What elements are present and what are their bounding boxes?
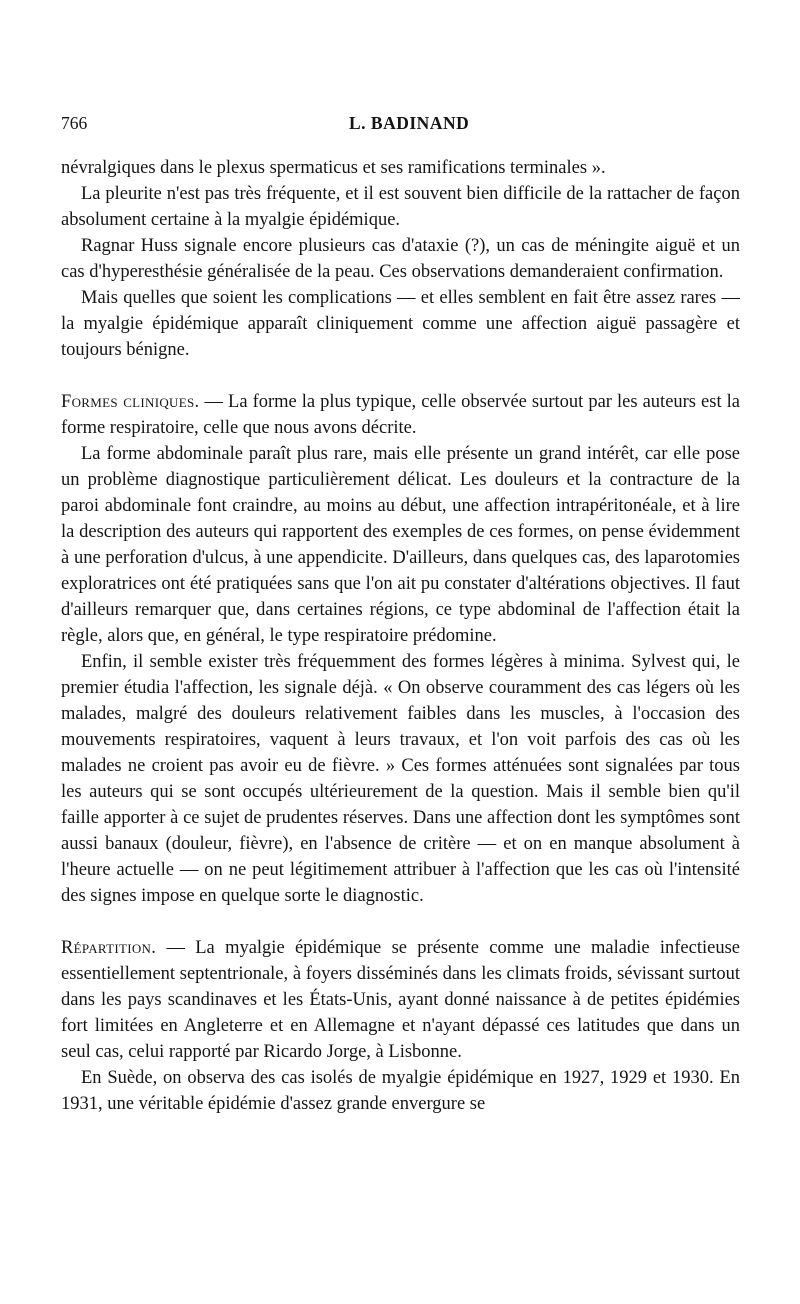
section-gap	[61, 363, 740, 389]
paragraph-complications: Mais quelles que soient les complications — et elles semblent en fait être assez rares — la myalgie épidémique apparaît cliniquement comme une affection aiguë passagère et toujours bénigne.	[61, 288, 740, 360]
paragraph-pleurite: La pleurite n'est pas très fréquente, et il est souvent bien difficile de la rattacher de façon absolument certaine à la myalgie épidémique.	[61, 184, 740, 230]
paragraph-suede: En Suède, on observa des cas isolés de myalgie épidémique en 1927, 1929 et 1930. En 1931, une véritable épidémie d'assez grande envergure se	[61, 1068, 740, 1114]
paragraph-ragnar-huss: Ragnar Huss signale encore plusieurs cas d'ataxie (?), un cas de méningite aiguë et un cas d'hyperesthésie généralisée de la peau. Ces observations demanderaient confirmation.	[61, 236, 740, 282]
section-heading-repartition: Répartition.	[61, 938, 157, 958]
paragraph-continuation: névralgiques dans le plexus spermaticus et ses ramifications terminales ».	[61, 158, 606, 178]
body-text	[61, 155, 740, 1117]
paragraph-formes-cliniques	[61, 389, 740, 441]
running-head: L. BADINAND	[349, 113, 470, 133]
page-number: 766	[61, 113, 88, 133]
repartition-text: — La myalgie épidémique se présente comme une maladie infectieuse essentiellement septentrionale, à foyers disséminés dans les climats froids, sévissant surtout dans les pays scandinaves et les États-Unis, ayant donné naissance à de petites épidémies fort limitées en Angleterre et en Allemagne et n'ayant dépassé ces latitudes que dans un seul cas, celui rapporté par Ricardo Jorge, à Lisbonne.	[61, 938, 740, 1062]
paragraph-formes-legeres: Enfin, il semble exister très fréquemment des formes légères à minima. Sylvest qui, le premier étudia l'affection, les signale déjà. « On observe couramment des cas légers où les malades, malgré des douleurs relativement faibles dans les muscles, à l'occasion des mouvements respiratoires, vaquent à leurs travaux, et l'on voit parfois des cas où les malades ne croient pas avoir eu de fièvre. » Ces formes atténuées sont signalées par tous les auteurs qui se sont occupés ultérieurement de la question. Mais il semble bien qu'il faille apporter à ce sujet de prudentes réserves. Dans une affection dont les symptômes sont aussi banaux (douleur, fièvre), en l'absence de critère — et on en manque absolument à l'heure actuelle — on ne peut légitimement attribuer à l'affection que les cas où l'intensité des signes impose en quelque sorte le diagnostic.	[61, 652, 740, 906]
section-heading-formes-cliniques: Formes cliniques.	[61, 392, 200, 412]
paragraph-repartition	[61, 935, 740, 1065]
paragraph-forme-abdominale: La forme abdominale paraît plus rare, mais elle présente un grand intérêt, car elle pose un problème diagnostique particulièrement délicat. Les douleurs et la contracture de la paroi abdominale font craindre, au moins au début, une affection intrapéritonéale, et à lire la description des auteurs qui rapportent des exemples de ces formes, on pense évidemment à une perforation d'ulcus, à une appendicite. D'ailleurs, dans quelques cas, des laparotomies exploratrices ont été pratiquées sans que l'on ait pu constater d'altérations objectives. Il faut d'ailleurs remarquer que, dans certaines régions, ce type abdominal de l'affection était la règle, alors que, en général, le type respiratoire prédomine.	[61, 444, 740, 646]
page-header	[61, 113, 740, 139]
section-gap	[61, 909, 740, 935]
formes-cliniques-text: — La forme la plus typique, celle observée surtout par les auteurs est la forme respiratoire, celle que nous avons décrite.	[61, 392, 740, 438]
